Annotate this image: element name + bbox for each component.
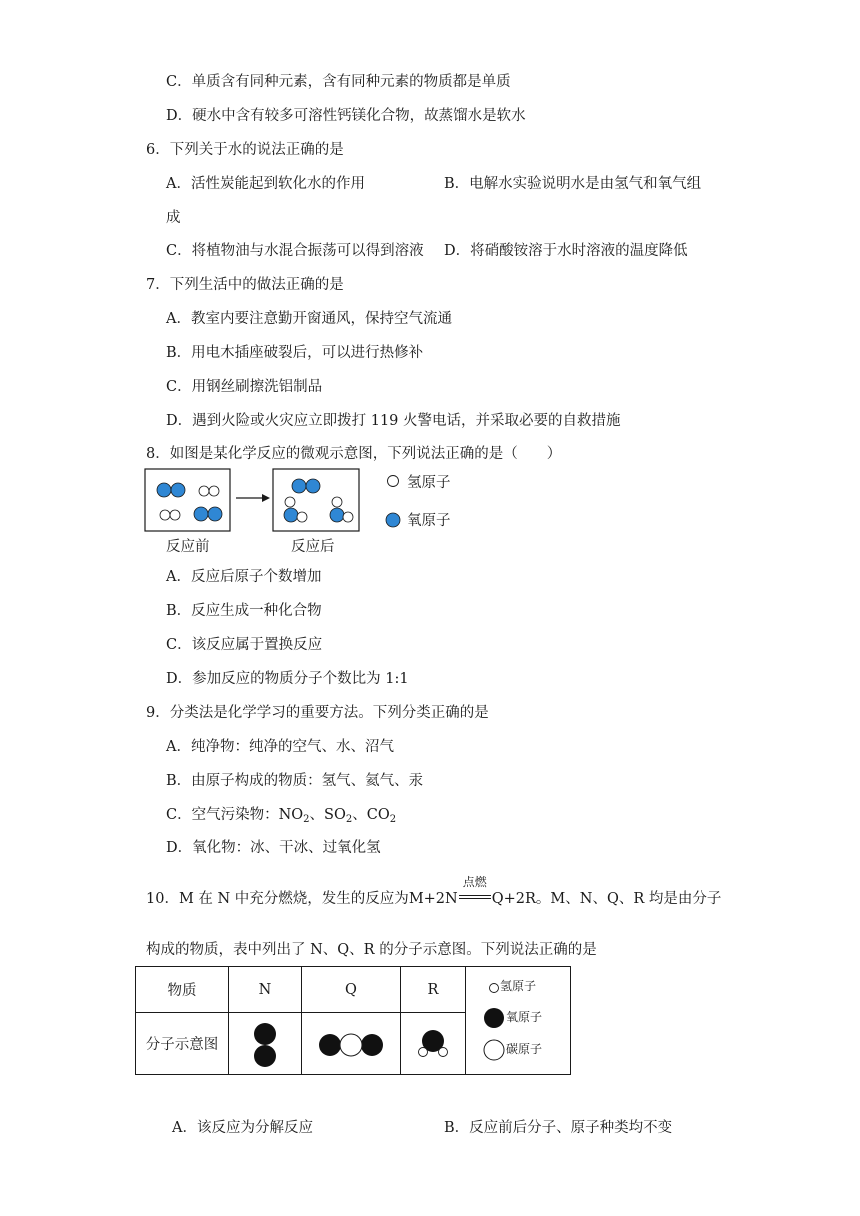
hydrogen-atom	[297, 512, 307, 522]
q6-option-b: B．电解水实验说明水是由氢气和氧气组	[444, 176, 702, 192]
legend-oxygen-label: 氧原子	[407, 513, 451, 529]
header-n: N	[229, 967, 302, 1013]
legend-carbon-label: 碳原子	[506, 1042, 543, 1056]
oxygen-atom	[157, 483, 171, 497]
hydrogen-atom	[343, 512, 353, 522]
legend-oxygen-label: 氧原子	[506, 1010, 543, 1024]
molecule-n	[229, 1014, 301, 1074]
hydrogen-atom	[332, 497, 342, 507]
q8-option-a: A．反应后原子个数增加	[166, 569, 322, 585]
equation-lhs: M+2N	[408, 891, 458, 907]
q8-option-c: C．该反应属于置换反应	[166, 637, 323, 653]
hydrogen-atom	[199, 486, 209, 496]
q7-option-c: C．用钢丝刷擦洗铝制品	[166, 379, 323, 395]
q9c-mid1: 、SO	[309, 807, 346, 823]
oxygen-atom	[319, 1034, 341, 1056]
equation-condition	[459, 875, 491, 909]
oxygen-atom	[254, 1023, 276, 1045]
legend-oxygen-icon	[386, 513, 400, 527]
oxygen-atom	[361, 1034, 383, 1056]
molecule-q	[302, 1014, 400, 1074]
q8-option-b: B．反应生成一种化合物	[166, 603, 322, 619]
molecule-r	[401, 1014, 465, 1074]
q9-option-a: A．纯净物：纯净的空气、水、沼气	[166, 739, 394, 755]
q6-option-c: C．将植物油与水混合振荡可以得到溶液	[166, 243, 424, 259]
molecule-q-cell	[302, 1013, 401, 1075]
after-label: 反应后	[291, 539, 335, 555]
q8-stem: 8．如图是某化学反应的微观示意图，下列说法正确的是（ ）	[146, 446, 562, 462]
carbon-atom	[340, 1034, 362, 1056]
hydrogen-atom	[285, 497, 295, 507]
subscript: 2	[303, 814, 310, 825]
hydrogen-atom	[170, 510, 180, 520]
legend-hydrogen-icon	[490, 983, 499, 992]
q9-option-b: B．由原子构成的物质：氢气、氦气、汞	[166, 773, 424, 789]
oxygen-atom	[171, 483, 185, 497]
hydrogen-atom	[439, 1047, 448, 1056]
q9c-prefix: C．空气污染物：NO	[166, 807, 304, 823]
header-r: R	[401, 967, 466, 1013]
q7-stem: 7．下列生活中的做法正确的是	[146, 277, 344, 293]
oxygen-atom	[306, 479, 320, 493]
q10-stem-line2: 构成的物质，表中列出了 N、Q、R 的分子示意图。下列说法正确的是	[146, 942, 597, 958]
q9-stem: 9．分类法是化学学习的重要方法。下列分类正确的是	[146, 705, 489, 721]
row-label: 分子示意图	[136, 1013, 229, 1075]
q7-option-d: D．遇到火险或火灾应立即拨打 119 火警电话，并采取必要的自救措施	[166, 413, 621, 429]
q9-option-d: D．氧化物：冰、干冰、过氧化氢	[166, 840, 381, 856]
condition-text: 点燃	[462, 875, 487, 889]
molecule-r-cell	[401, 1013, 466, 1075]
before-label: 反应前	[166, 539, 210, 555]
before-box	[145, 469, 230, 531]
q8-option-d: D．参加反应的物质分子个数比为 1:1	[166, 671, 409, 687]
hydrogen-atom	[419, 1047, 428, 1056]
header-q: Q	[302, 967, 401, 1013]
q6-option-b-continued: 成	[166, 210, 181, 226]
oxygen-atom	[194, 507, 208, 521]
legend-oxygen-icon	[484, 1008, 504, 1028]
oxygen-atom	[208, 507, 222, 521]
hydrogen-atom	[160, 510, 170, 520]
q10-option-a: A．该反应为分解反应	[172, 1120, 313, 1136]
q10-stem-line1	[146, 875, 722, 909]
q6-option-a: A．活性炭能起到软化水的作用	[166, 176, 365, 192]
legend-hydrogen-label: 氢原子	[407, 475, 451, 491]
legend-hydrogen-icon	[388, 476, 399, 487]
arrow-head	[262, 494, 270, 502]
q10-option-b: B．反应前后分子、原子种类均不变	[444, 1120, 673, 1136]
q5-option-c: C．单质含有同种元素，含有同种元素的物质都是单质	[166, 74, 511, 90]
table-legend-cell	[466, 967, 571, 1075]
hydrogen-atom	[209, 486, 219, 496]
q9-option-c	[166, 805, 396, 830]
q10-stem-pre: 10．M 在 N 中充分燃烧，发生的反应为	[146, 891, 409, 907]
oxygen-atom	[284, 508, 298, 522]
subscript: 2	[389, 814, 397, 825]
q5-option-d: D．硬水中含有较多可溶性钙镁化合物，故蒸馏水是软水	[166, 108, 526, 124]
subscript: 2	[345, 814, 353, 825]
oxygen-atom	[330, 508, 344, 522]
q7-option-a: A．教室内要注意勤开窗通风，保持空气流通	[166, 311, 452, 327]
q9c-mid2: 、CO	[352, 807, 390, 823]
oxygen-atom	[292, 479, 306, 493]
q6-stem: 6．下列关于水的说法正确的是	[146, 142, 344, 158]
molecule-n-cell	[229, 1013, 302, 1075]
legend-hydrogen-label: 氢原子	[500, 979, 537, 993]
double-line	[459, 895, 491, 899]
equation-rhs: Q+2R	[491, 891, 536, 907]
oxygen-atom	[254, 1045, 276, 1067]
q7-option-b: B．用电木插座破裂后，可以进行热修补	[166, 345, 424, 361]
q6-option-d: D．将硝酸铵溶于水时溶液的温度降低	[444, 243, 688, 259]
molecule-table	[135, 966, 571, 1075]
q10-stem-post: 。M、N、Q、R 均是由分子	[535, 891, 722, 907]
legend-carbon-icon	[484, 1040, 504, 1060]
header-substance: 物质	[136, 967, 229, 1013]
